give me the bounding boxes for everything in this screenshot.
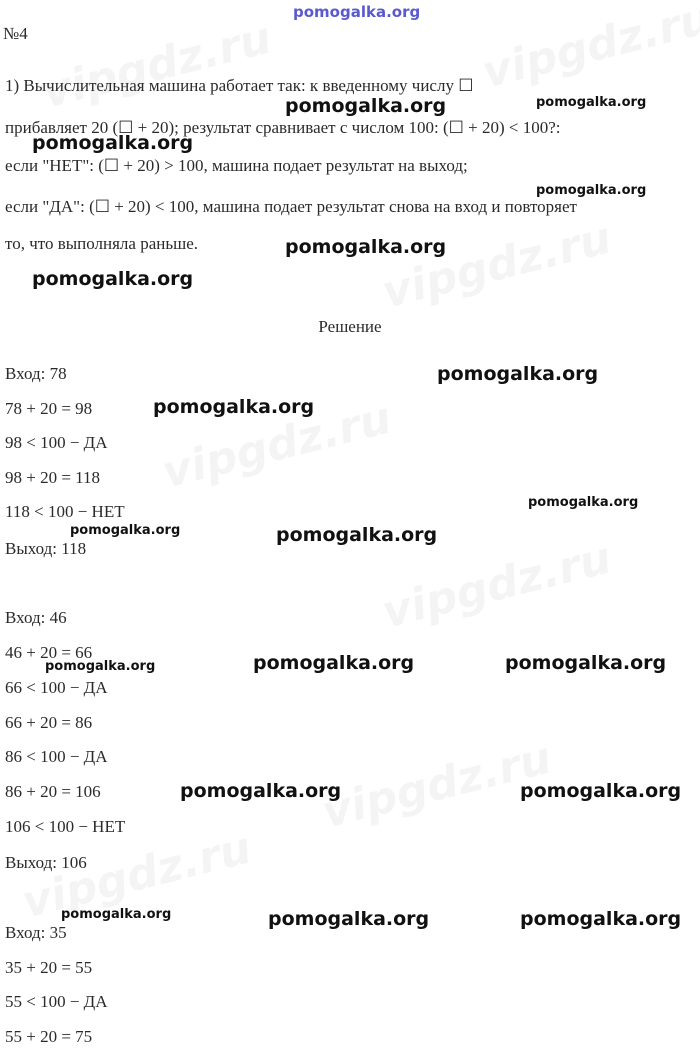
problem-number: №4: [3, 24, 28, 43]
site-watermark: pomogalka.org: [285, 95, 447, 117]
site-watermark: pomogalka.org: [253, 652, 415, 674]
task-line: прибавляет 20 (☐ + 20); результат сравнивает с числом 100: (☐ + 20) < 100?:: [5, 118, 561, 137]
solution-line: 66 + 20 = 86: [5, 713, 93, 732]
site-watermark: pomogalka.org: [180, 780, 342, 802]
site-watermark: pomogalka.org: [520, 908, 682, 930]
solution-heading: Решение: [318, 317, 382, 336]
task-line: 1) Вычислительная машина работает так: к введенному числу ☐: [5, 76, 474, 95]
task-line: если "ДА": (☐ + 20) < 100, машина подает результат снова на вход и повторяет: [5, 197, 577, 216]
site-watermark: pomogalka.org: [285, 236, 447, 258]
solution-line: 86 < 100 − ДА: [5, 747, 108, 766]
task-line: если "НЕТ": (☐ + 20) > 100, машина подает результат на выход;: [5, 156, 468, 175]
site-watermark: pomogalka.org: [45, 659, 156, 674]
solution-line: Выход: 118: [5, 539, 87, 558]
site-watermark: pomogalka.org: [70, 523, 181, 538]
background-watermark: [377, 212, 616, 318]
solution-line: 86 + 20 = 106: [5, 782, 101, 801]
solution-line: 98 < 100 − ДА: [5, 433, 108, 452]
solution-line: Вход: 35: [5, 923, 67, 942]
site-watermark: pomogalka.org: [153, 396, 315, 418]
site-watermark: pomogalka.org: [520, 780, 682, 802]
solution-line: Вход: 46: [5, 608, 67, 627]
background-watermark: [477, 0, 700, 99]
site-watermark: pomogalka.org: [32, 268, 194, 290]
site-watermark: pomogalka.org: [536, 183, 647, 198]
solution-line: 106 < 100 − НЕТ: [5, 817, 126, 836]
background-watermark: [37, 12, 276, 118]
solution-line: Вход: 78: [5, 364, 67, 383]
solution-line: 46 + 20 = 66: [5, 643, 93, 662]
site-watermark: pomogalka.org: [32, 132, 194, 154]
site-watermark: pomogalka.org: [505, 652, 667, 674]
background-watermark: [377, 532, 616, 638]
site-watermark-top: pomogalka.org: [293, 3, 421, 21]
site-watermark: pomogalka.org: [276, 524, 438, 546]
solution-line: Выход: 106: [5, 853, 87, 872]
site-watermark: pomogalka.org: [437, 363, 599, 385]
task-line: то, что выполняла раньше.: [5, 234, 198, 253]
solution-line: 66 < 100 − ДА: [5, 678, 108, 697]
site-watermark: pomogalka.org: [61, 907, 172, 922]
site-watermark: pomogalka.org: [268, 908, 430, 930]
site-watermark: pomogalka.org: [536, 95, 647, 110]
solution-line: 55 < 100 − ДА: [5, 992, 108, 1011]
site-watermark: pomogalka.org: [528, 495, 639, 510]
solution-line: 78 + 20 = 98: [5, 399, 93, 418]
solution-line: 35 + 20 = 55: [5, 958, 93, 977]
solution-line: 118 < 100 − НЕТ: [5, 502, 125, 521]
solution-line: 98 + 20 = 118: [5, 468, 101, 487]
solution-line: 55 + 20 = 75: [5, 1027, 93, 1046]
